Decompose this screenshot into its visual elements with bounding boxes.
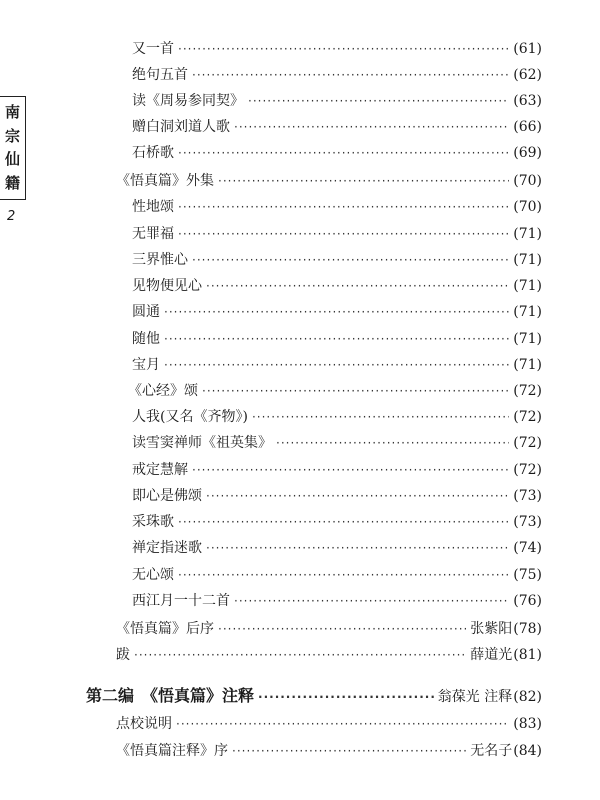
toc-entry[interactable] [132, 537, 542, 557]
dot-leader [206, 489, 509, 503]
toc-entry-page: (66) [513, 119, 542, 135]
side-tab-char: 南 [4, 103, 20, 122]
toc-entry-page: (74) [513, 540, 542, 556]
toc-entry-page: (72) [513, 462, 542, 478]
dot-leader [276, 436, 509, 450]
toc-entry-page: (71) [513, 331, 542, 347]
toc-entry[interactable] [116, 170, 542, 190]
toc-entry-title: 读《周易参同契》 [132, 93, 244, 109]
toc-entry-page: (84) [513, 743, 542, 759]
toc-entry-title: 西江月一十二首 [132, 593, 230, 609]
dot-leader [258, 690, 434, 704]
dot-leader [134, 648, 466, 662]
toc-entry-page: (70) [513, 199, 542, 215]
side-tab-char: 仙 [4, 150, 20, 169]
toc-entry-title: 宝月 [132, 357, 160, 373]
toc-entry-title: 石桥歌 [132, 145, 174, 161]
toc-part-heading[interactable] [86, 683, 542, 706]
toc-entry-page: (71) [513, 252, 542, 268]
toc-entry-page: (82) [513, 689, 542, 705]
toc-entry-author: 无名子 [470, 743, 513, 759]
dot-leader [232, 744, 466, 758]
toc-entry-page: (72) [513, 435, 542, 451]
dot-leader [234, 120, 509, 134]
toc-entry[interactable] [132, 432, 542, 452]
toc-entry-title: 见物便见心 [132, 278, 202, 294]
toc-entry-page: (71) [513, 304, 542, 320]
toc-entry-title: 《悟真篇注释》序 [116, 743, 228, 759]
toc-entry[interactable] [128, 380, 542, 400]
toc-entry-title: 无罪福 [132, 226, 174, 242]
toc-entry-page: (69) [513, 145, 542, 161]
toc-entry-author: 薛道光 [470, 647, 513, 663]
dot-leader [164, 332, 509, 346]
dot-leader [164, 358, 509, 372]
dot-leader [176, 717, 509, 731]
side-tab-book-title [0, 96, 26, 200]
dot-leader [234, 594, 509, 608]
toc-entry[interactable] [132, 142, 542, 162]
toc-entry-title: 《心经》颂 [128, 383, 198, 399]
dot-leader [192, 68, 509, 82]
toc-entry-title: 无心颂 [132, 567, 174, 583]
dot-leader [218, 622, 466, 636]
dot-leader [248, 94, 509, 108]
dot-leader [178, 200, 509, 214]
toc-entry-page: (73) [513, 488, 542, 504]
toc-entry-page: (62) [513, 67, 542, 83]
toc-entry-page: (72) [513, 383, 542, 399]
toc-entry[interactable] [132, 354, 542, 374]
toc-entry[interactable] [132, 485, 542, 505]
toc-entry-page: (70) [513, 173, 542, 189]
toc-entry[interactable] [116, 618, 542, 638]
toc-entry-title: 即心是佛颂 [132, 488, 202, 504]
toc-entry-title: 采珠歌 [132, 514, 174, 530]
toc-entry[interactable] [132, 301, 542, 321]
dot-leader [178, 227, 509, 241]
toc-entry[interactable] [132, 38, 542, 58]
toc-entry[interactable] [132, 249, 542, 269]
toc-entry-title: 人我(又名《齐物》) [132, 409, 248, 425]
toc-entry-page: (76) [513, 593, 542, 609]
toc-entry-author: 翁葆光 注释 [437, 689, 513, 705]
toc-entry[interactable] [132, 223, 542, 243]
toc-entry-page: (83) [513, 716, 542, 732]
dot-leader [192, 463, 509, 477]
toc-entry-title: 绝句五首 [132, 67, 188, 83]
toc-entry[interactable] [132, 90, 542, 110]
dot-leader [218, 174, 509, 188]
toc-entry-page: (78) [513, 621, 542, 637]
toc-entry-title: 读雪窦禅师《祖英集》 [132, 435, 272, 451]
toc-entry[interactable] [132, 511, 542, 531]
dot-leader [206, 541, 509, 555]
toc-entry-title: 跋 [116, 647, 130, 663]
toc-entry-page: (63) [513, 93, 542, 109]
toc-entry-title: 第二编 《悟真篇》注释 [86, 686, 255, 705]
toc-entry-page: (73) [513, 514, 542, 530]
toc-entry-page: (81) [513, 647, 542, 663]
toc-entry-author: 张紫阳 [470, 621, 513, 637]
toc-entry-page: (75) [513, 567, 542, 583]
toc-entry-title: 随他 [132, 331, 160, 347]
toc-entry-title: 点校说明 [116, 716, 172, 732]
dot-leader [178, 146, 509, 160]
toc-entry-title: 《悟真篇》外集 [116, 173, 214, 189]
toc-entry[interactable] [132, 590, 542, 610]
side-tab-char: 宗 [4, 126, 20, 145]
toc-entry-title: 圆通 [132, 304, 160, 320]
toc-entry-title: 禅定指迷歌 [132, 540, 202, 556]
dot-leader [164, 305, 509, 319]
toc-entry[interactable] [116, 713, 542, 733]
toc-entry[interactable] [132, 328, 542, 348]
toc-entry-title: 《悟真篇》后序 [116, 621, 214, 637]
toc-entry-page: (72) [513, 409, 542, 425]
toc-entry[interactable] [132, 116, 542, 136]
dot-leader [202, 384, 509, 398]
toc-entry-title: 又一首 [132, 41, 174, 57]
toc-entry[interactable] [132, 564, 542, 584]
toc-entry-page: (61) [513, 41, 542, 57]
dot-leader [178, 568, 509, 582]
page-number: 2 [7, 209, 16, 224]
toc-entry-title: 戒定慧解 [132, 462, 188, 478]
toc-entry-page: (71) [513, 278, 542, 294]
side-tab-char: 籍 [4, 173, 20, 192]
toc-entry-title: 赠白洞刘道人歌 [132, 119, 230, 135]
dot-leader [192, 253, 509, 267]
toc-entry-page: (71) [513, 357, 542, 373]
dot-leader [206, 279, 509, 293]
toc-entry-title: 三界惟心 [132, 252, 188, 268]
toc-entry[interactable] [132, 459, 542, 479]
toc-entry[interactable] [132, 196, 542, 216]
dot-leader [178, 515, 509, 529]
toc-entry[interactable] [132, 275, 542, 295]
toc-entry[interactable] [116, 740, 542, 760]
toc-entry[interactable] [116, 644, 542, 664]
dot-leader [178, 42, 509, 56]
dot-leader [252, 410, 509, 424]
toc-entry-title: 性地颂 [132, 199, 174, 215]
toc-entry[interactable] [132, 406, 542, 426]
toc-entry-page: (71) [513, 226, 542, 242]
toc-entry[interactable] [132, 64, 542, 84]
